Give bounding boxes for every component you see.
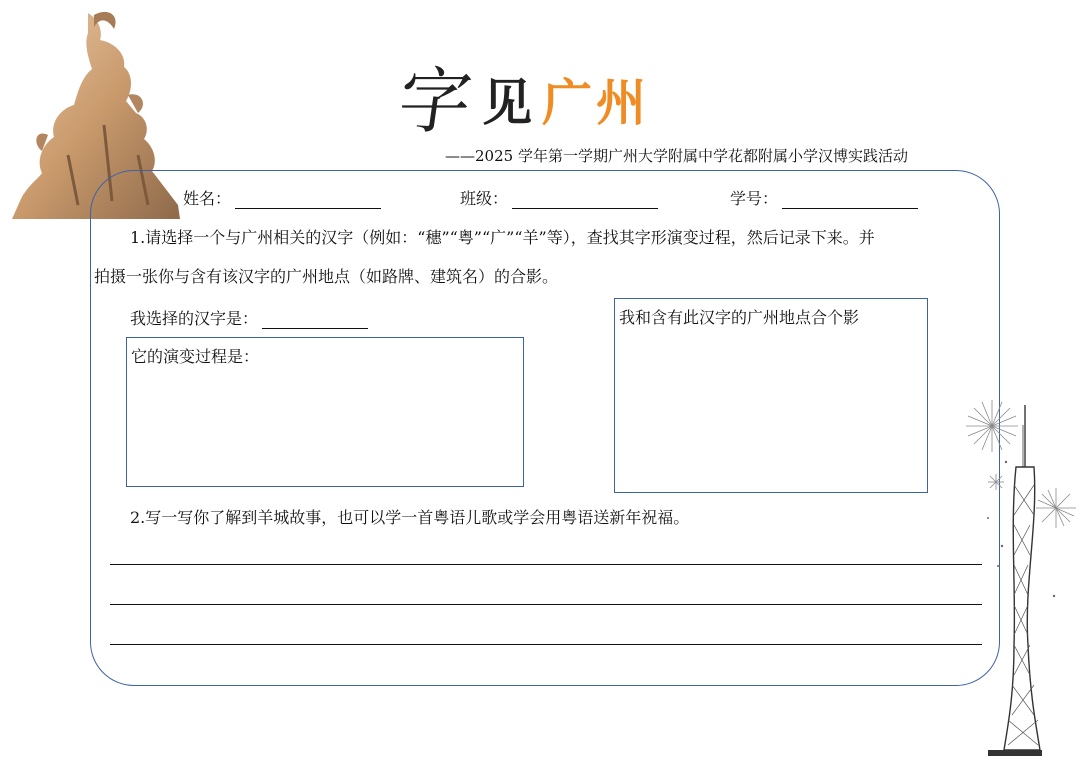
class-label: 班级： xyxy=(460,189,509,208)
id-field xyxy=(730,186,918,209)
photo-label: 我和含有此汉字的广州地点合个影 xyxy=(619,308,860,327)
answer-line[interactable] xyxy=(110,564,982,565)
photo-box[interactable] xyxy=(614,298,928,493)
title-guangzhou: 广州 xyxy=(542,74,651,132)
name-label: 姓名： xyxy=(183,189,232,208)
class-blank[interactable] xyxy=(512,190,658,209)
title-char-jian: 见 xyxy=(482,74,533,132)
id-blank[interactable] xyxy=(782,190,918,209)
evolution-box[interactable] xyxy=(126,337,524,487)
evolution-label: 它的演变过程是： xyxy=(131,347,260,366)
id-label: 学号： xyxy=(730,189,779,208)
answer-line[interactable] xyxy=(110,604,982,605)
page-subtitle: ——2025 学年第一学期广州大学附属中学花都附属小学汉博实践活动 xyxy=(445,147,908,165)
page-title xyxy=(393,40,651,150)
task2-prompt: 2.写一写你了解到羊城故事，也可以学一首粤语儿歌或学会用粤语送新年祝福。 xyxy=(130,508,690,527)
name-field xyxy=(183,186,381,209)
canton-tower-image xyxy=(984,405,1044,762)
answer-line[interactable] xyxy=(110,644,982,645)
task1-line1: 1.请选择一个与广州相关的汉字（例如：“穗”“粤”“广”“羊”等），查找其字形演变过程，然后记录下来。并 xyxy=(130,228,875,247)
title-char-zi: 字 xyxy=(393,59,478,143)
chosen-char-label: 我选择的汉字是： xyxy=(130,309,259,328)
chosen-char-blank[interactable] xyxy=(262,310,368,329)
class-field xyxy=(460,186,658,209)
task1-line2: 拍摄一张你与含有该汉字的广州地点（如路牌、建筑名）的合影。 xyxy=(94,267,559,286)
chosen-char-field xyxy=(130,306,368,329)
name-blank[interactable] xyxy=(235,190,381,209)
